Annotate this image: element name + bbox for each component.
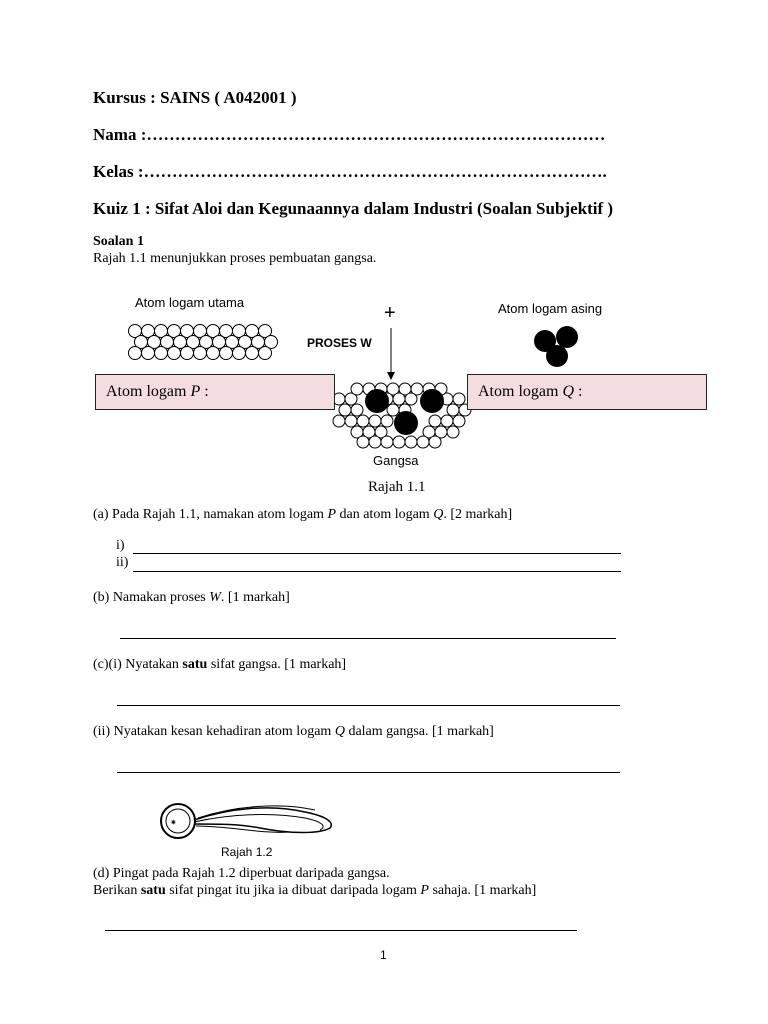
question-d-line1: (d) Pingat pada Rajah 1.2 diperbuat daripada gangsa. [93, 866, 390, 881]
label-foreign-atom: Atom logam asing [498, 301, 603, 316]
svg-text:✷: ✷ [170, 818, 177, 827]
answer-b-line[interactable] [120, 638, 616, 639]
label-main-atom: Atom logam utama [135, 295, 245, 310]
answer-a-i-line[interactable] [133, 553, 621, 554]
question-title: Soalan 1 [93, 234, 144, 249]
quiz-title: Kuiz 1 : Sifat Aloi dan Kegunaannya dalam Industri (Soalan Subjektif ) [93, 199, 614, 218]
answer-c-i-line[interactable] [117, 705, 620, 706]
answer-a-ii-line[interactable] [133, 571, 621, 572]
atom-p-box: Atom logam P : [95, 374, 335, 410]
class-field: Kelas :………………………………………………………………………. [93, 162, 607, 181]
figure-1-1-caption: Rajah 1.1 [368, 479, 426, 495]
question-a: (a) Pada Rajah 1.1, namakan atom logam P dan atom logam Q. [2 markah] [93, 507, 513, 522]
answer-d-line[interactable] [105, 930, 577, 931]
question-b: (b) Namakan proses W. [1 markah] [93, 590, 290, 605]
answer-a-i-label: i) [116, 538, 125, 553]
question-d-line2: Berikan satu sifat pingat itu jika ia dibuat daripada logam P sahaja. [1 markah] [93, 883, 537, 898]
figure-1-2 [120, 800, 350, 865]
foreign-atoms [534, 326, 578, 367]
answer-a-ii-label: ii) [116, 555, 129, 570]
atom-q-box: Atom logam Q : [467, 374, 707, 410]
figure-1-1 [95, 290, 720, 505]
answer-c-ii-line[interactable] [117, 772, 620, 773]
course-title: Kursus : SAINS ( A042001 ) [93, 88, 297, 107]
name-field: Nama :……………………………………………………………………… [93, 125, 606, 144]
page-number: 1 [380, 948, 387, 962]
question-intro: Rajah 1.1 menunjukkan proses pembuatan gangsa. [93, 251, 377, 266]
question-c-ii: (ii) Nyatakan kesan kehadiran atom logam Q dalam gangsa. [1 markah] [93, 724, 494, 739]
plus-sign: + [384, 302, 396, 324]
question-c-i: (c)(i) Nyatakan satu sifat gangsa. [1 markah] [93, 657, 347, 672]
main-atom-lattice [129, 325, 278, 360]
label-gangsa: Gangsa [373, 453, 419, 468]
label-process-w: PROSES W [307, 336, 372, 350]
figure-1-2-caption: Rajah 1.2 [221, 845, 273, 859]
